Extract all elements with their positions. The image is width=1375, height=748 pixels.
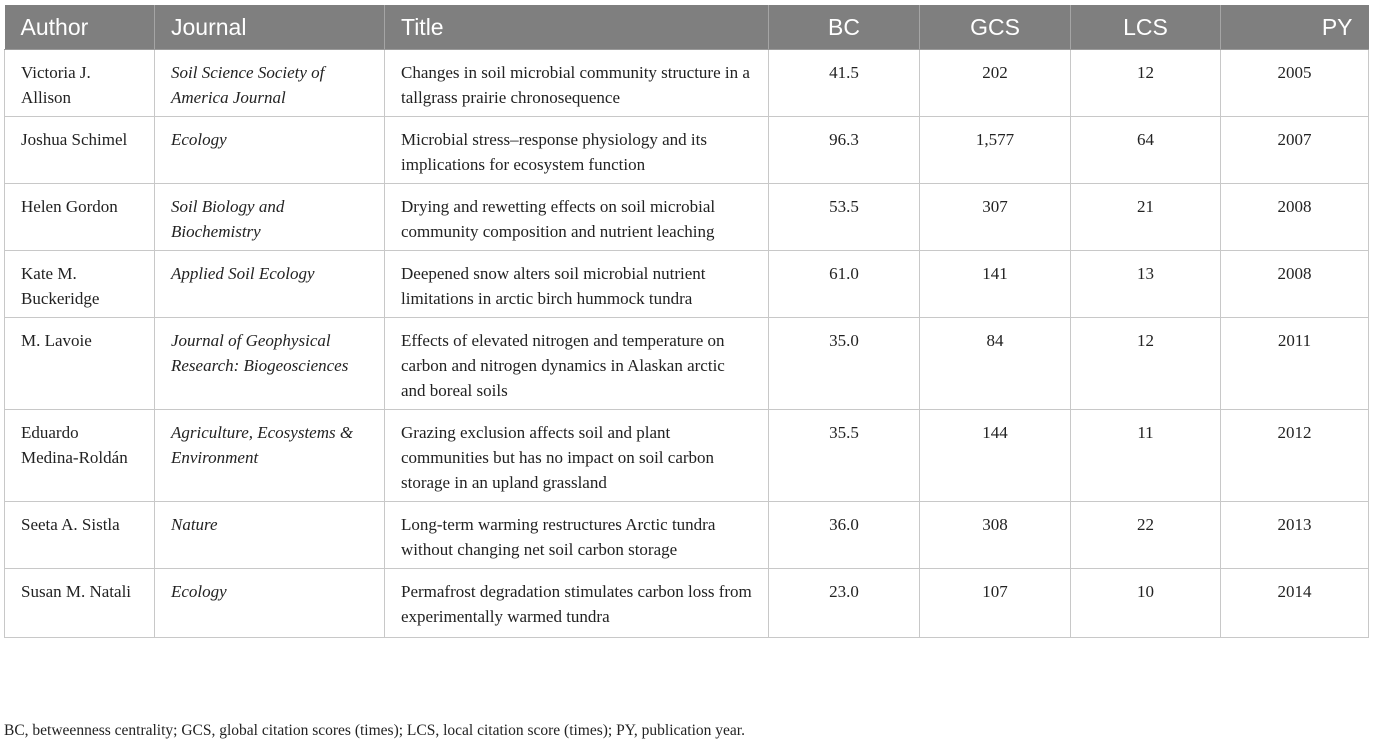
- cell-bc: 35.0: [769, 318, 920, 410]
- cell-gcs: 202: [920, 50, 1071, 117]
- cell-author: M. Lavoie: [5, 318, 155, 410]
- header-author: Author: [5, 5, 155, 50]
- cell-journal: Soil Science Society of America Journal: [155, 50, 385, 117]
- cell-journal: Agriculture, Ecosystems & Environment: [155, 410, 385, 502]
- cell-py: 2008: [1221, 251, 1369, 318]
- cell-gcs: 307: [920, 184, 1071, 251]
- cell-bc: 23.0: [769, 569, 920, 638]
- cell-bc: 53.5: [769, 184, 920, 251]
- cell-journal: Ecology: [155, 117, 385, 184]
- cell-py: 2011: [1221, 318, 1369, 410]
- cell-title: Microbial stress–response physiology and its implications for ecosystem function: [385, 117, 769, 184]
- cell-journal: Journal of Geophysical Research: Biogeosciences: [155, 318, 385, 410]
- cell-py: 2005: [1221, 50, 1369, 117]
- cell-journal: Nature: [155, 502, 385, 569]
- cell-lcs: 11: [1071, 410, 1221, 502]
- cell-title: Permafrost degradation stimulates carbon loss from experimentally warmed tundra: [385, 569, 769, 638]
- cell-gcs: 84: [920, 318, 1071, 410]
- cell-gcs: 144: [920, 410, 1071, 502]
- cell-lcs: 10: [1071, 569, 1221, 638]
- header-title: Title: [385, 5, 769, 50]
- cell-title: Long-term warming restructures Arctic tundra without changing net soil carbon storage: [385, 502, 769, 569]
- cell-bc: 61.0: [769, 251, 920, 318]
- cell-lcs: 12: [1071, 318, 1221, 410]
- cell-author: Seeta A. Sistla: [5, 502, 155, 569]
- cell-py: 2008: [1221, 184, 1369, 251]
- cell-author: Eduardo Medina-Roldán: [5, 410, 155, 502]
- cell-gcs: 1,577: [920, 117, 1071, 184]
- table-row: [5, 184, 1369, 251]
- cell-gcs: 107: [920, 569, 1071, 638]
- cell-py: 2012: [1221, 410, 1369, 502]
- cell-journal: Ecology: [155, 569, 385, 638]
- header-journal: Journal: [155, 5, 385, 50]
- cell-author: Helen Gordon: [5, 184, 155, 251]
- cell-lcs: 13: [1071, 251, 1221, 318]
- cell-title: Changes in soil microbial community structure in a tallgrass prairie chronosequence: [385, 50, 769, 117]
- table-row: [5, 502, 1369, 569]
- cell-journal: Soil Biology and Biochemistry: [155, 184, 385, 251]
- cell-gcs: 141: [920, 251, 1071, 318]
- cell-title: Drying and rewetting effects on soil microbial community composition and nutrient leaching: [385, 184, 769, 251]
- cell-author: Susan M. Natali: [5, 569, 155, 638]
- table-header-row: [5, 5, 1369, 50]
- cell-author: Victoria J. Allison: [5, 50, 155, 117]
- table-row: [5, 251, 1369, 318]
- cell-author: Kate M. Buckeridge: [5, 251, 155, 318]
- header-bc: BC: [769, 5, 920, 50]
- header-py: PY: [1221, 5, 1369, 50]
- citation-table-container: [4, 5, 1368, 638]
- header-gcs: GCS: [920, 5, 1071, 50]
- cell-gcs: 308: [920, 502, 1071, 569]
- cell-py: 2007: [1221, 117, 1369, 184]
- cell-title: Deepened snow alters soil microbial nutrient limitations in arctic birch hummock tundra: [385, 251, 769, 318]
- cell-bc: 41.5: [769, 50, 920, 117]
- header-lcs: LCS: [1071, 5, 1221, 50]
- table-row: [5, 410, 1369, 502]
- cell-bc: 35.5: [769, 410, 920, 502]
- cell-lcs: 12: [1071, 50, 1221, 117]
- cell-py: 2014: [1221, 569, 1369, 638]
- cell-title: Effects of elevated nitrogen and temperature on carbon and nitrogen dynamics in Alaskan arctic and boreal soils: [385, 318, 769, 410]
- table-row: [5, 318, 1369, 410]
- cell-journal: Applied Soil Ecology: [155, 251, 385, 318]
- cell-lcs: 64: [1071, 117, 1221, 184]
- citation-table: [4, 5, 1369, 638]
- cell-author: Joshua Schimel: [5, 117, 155, 184]
- cell-title: Grazing exclusion affects soil and plant communities but has no impact on soil carbon storage in an upland grassland: [385, 410, 769, 502]
- cell-lcs: 22: [1071, 502, 1221, 569]
- table-row: [5, 50, 1369, 117]
- table-footnote: BC, betweenness centrality; GCS, global citation scores (times); LCS, local citation score (times); PY, publication year.: [4, 722, 745, 739]
- cell-bc: 96.3: [769, 117, 920, 184]
- cell-lcs: 21: [1071, 184, 1221, 251]
- table-row: [5, 569, 1369, 638]
- cell-bc: 36.0: [769, 502, 920, 569]
- table-row: [5, 117, 1369, 184]
- cell-py: 2013: [1221, 502, 1369, 569]
